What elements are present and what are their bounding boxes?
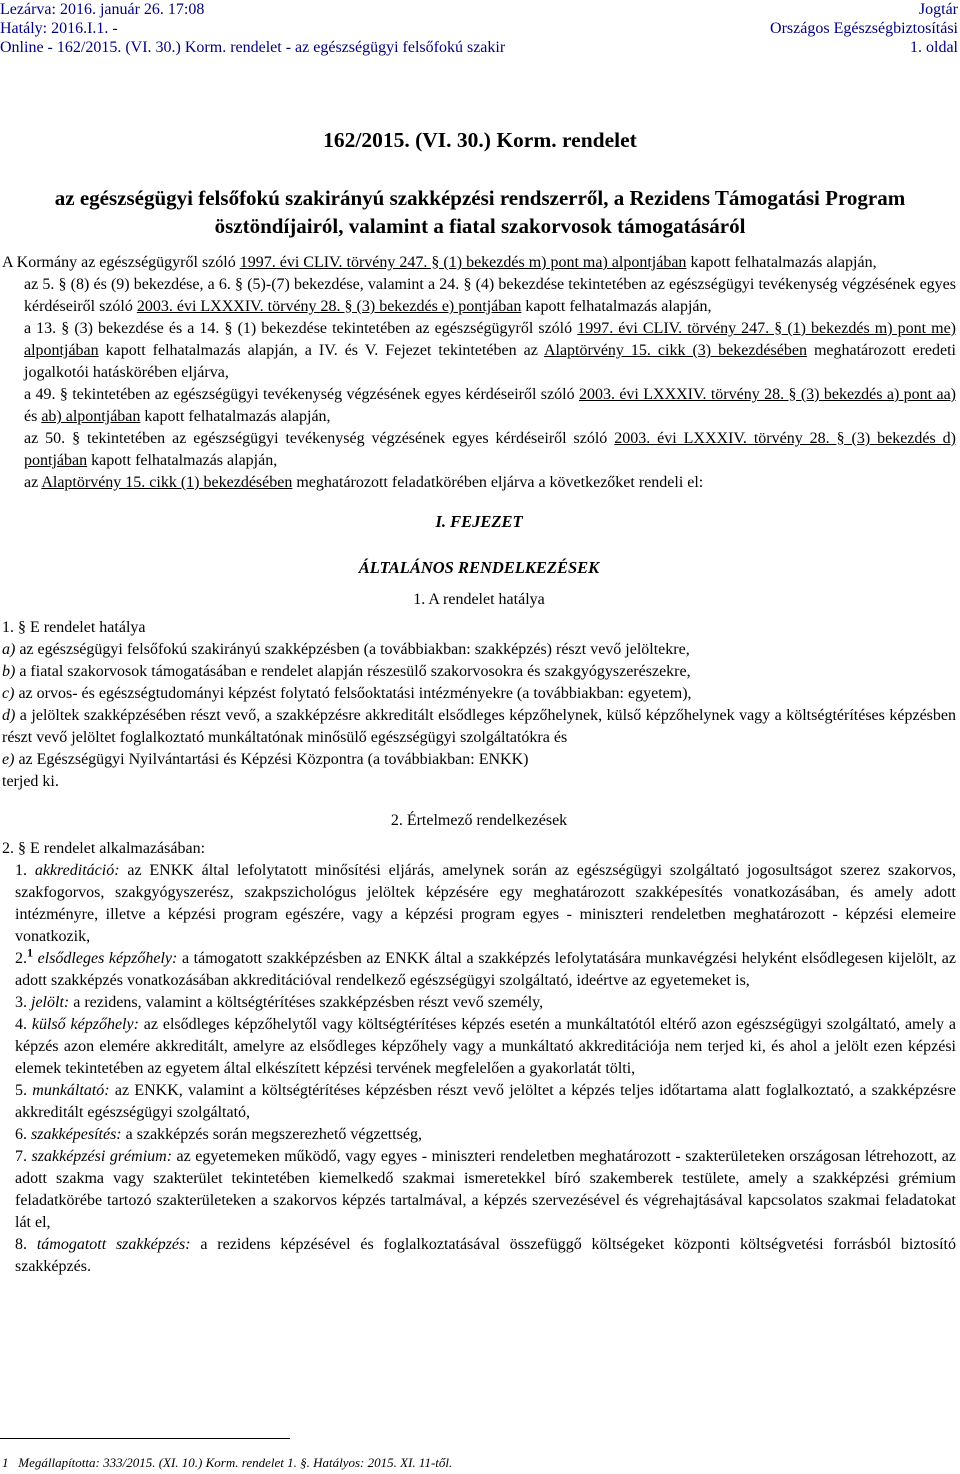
section-intro: 1. § E rendelet hatálya bbox=[2, 619, 146, 636]
definition-item bbox=[2, 945, 957, 992]
scope-item bbox=[2, 683, 956, 705]
text: kapott felhatalmazás alapján, bbox=[521, 298, 712, 315]
def-term: külső képzőhely: bbox=[31, 1016, 139, 1033]
def-number: 7. bbox=[15, 1148, 32, 1165]
def-term: támogatott szakképzés: bbox=[36, 1236, 191, 1253]
scope-item bbox=[2, 661, 956, 683]
law-link[interactable]: ab) alpontjában bbox=[41, 408, 141, 425]
item-label: b) bbox=[2, 663, 16, 680]
text: az 50. § tekintetében az egészségügyi tevékenység végzésének egyes kérdéseiről szóló bbox=[24, 430, 615, 447]
chapter-number: I. FEJEZET bbox=[435, 512, 523, 531]
def-text: az ENKK, valamint a költségtérítéses képzésben részt vevő jelöltet a képzés teljes időtartama alatt foglalkoztató, a szakképzésre akkreditált egészségügyi szolgáltató, bbox=[15, 1082, 956, 1121]
law-link[interactable]: 2003. évi LXXXIV. törvény 28. § (3) bekezdés a) pont aa) bbox=[578, 386, 957, 403]
text: kapott felhatalmazás alapján, a IV. és V. Fejezet tekintetében az bbox=[98, 342, 544, 359]
text: kapott felhatalmazás alapján, bbox=[140, 408, 331, 425]
def-number: 6. bbox=[15, 1126, 31, 1143]
definition-item bbox=[2, 1080, 956, 1124]
law-link[interactable]: Alaptörvény 15. cikk (1) bekezdésében bbox=[41, 474, 293, 491]
law-link[interactable]: 2003. évi LXXXIV. törvény 28. § (3) bekezdés d) pontjában bbox=[24, 430, 957, 469]
text: a 13. § (3) bekezdése és a 14. § (1) bekezdése tekintetében az egészségügyről szóló bbox=[24, 320, 578, 337]
law-link[interactable]: 1997. évi CLIV. törvény 247. § (1) bekezdés m) pont me) alpontjában bbox=[24, 320, 956, 359]
preamble-paragraph bbox=[2, 472, 956, 494]
chapter-title: ÁLTALÁNOS RENDELKEZÉSEK bbox=[358, 558, 600, 577]
text: az 5. § (8) és (9) bekezdése, a 6. § (5)-(7) bekezdése, valamint a 24. § (4) bekezdése tekintetében az egészségügyi tevékenység végzésének egyes kérdéseiről szóló bbox=[24, 276, 956, 315]
definition-item bbox=[2, 1234, 956, 1278]
document-title: 162/2015. (VI. 30.) Korm. rendelet bbox=[323, 128, 637, 152]
item-text: a fiatal szakorvosok támogatásában e rendelet alapján részesülő szakorvosokra és szakgyógyszerészekre, bbox=[15, 663, 691, 680]
header-closed-date: Lezárva: 2016. január 26. 17:08 bbox=[0, 1, 205, 18]
law-link[interactable]: 2003. évi LXXXIV. törvény 28. § (3) bekezdés e) pontjában bbox=[136, 298, 522, 315]
def-number: 8. bbox=[15, 1236, 37, 1253]
preamble-paragraph bbox=[2, 428, 956, 472]
def-number: 2. bbox=[15, 950, 27, 967]
header-right bbox=[770, 0, 958, 57]
text: és bbox=[24, 408, 42, 425]
header-effective: Hatály: 2016.I.1. - bbox=[0, 20, 118, 37]
def-text: a szakképzés során megszerezhető végzettség, bbox=[121, 1126, 422, 1143]
def-number: 3. bbox=[15, 994, 31, 1011]
footnote-number: 1 bbox=[2, 1455, 9, 1470]
def-term: jelölt: bbox=[31, 994, 70, 1011]
def-text: az ENKK által lefolytatott minősítési eljárás, amelynek során az egészségügyi szolgáltató jogosultságot szerez szakorvos, szakfogorvos, szakgyógyszerész, szakpszichológus jelöltek képzésére egy meghatározott szakképesítés vonatkozásában, és amely adott intézményre, illetve a képzési program egészére, vagy a képzési program egyes - miniszteri rendeletben meghatározott - képzési elemeire vonatkozik, bbox=[15, 862, 956, 945]
preamble-paragraph bbox=[2, 318, 956, 384]
definition-item bbox=[2, 860, 956, 948]
scope-item bbox=[2, 749, 956, 771]
preamble-paragraph bbox=[2, 252, 956, 274]
law-link[interactable]: Alaptörvény 15. cikk (3) bekezdésében bbox=[543, 342, 807, 359]
def-text: az elsődleges képzőhelytől vagy költségtérítéses képzés esetén a munkáltatótól eltérő azon egészségügyi szolgáltató, amely a képzés azon elemére akkreditált, amelyre az elsődleges képzőhely vagy a munkáltató akkreditációja nem terjed ki, és ahol a jelölt ezen képzési elemek tekintetében az egyetem által elkészített képzési tervének megfelelően a gyakorlatát tölti, bbox=[15, 1016, 957, 1077]
footnote bbox=[2, 1455, 452, 1471]
item-text: az Egészségügyi Nyilvántartási és Képzési Központra (a továbbiakban: ENKK) bbox=[14, 751, 529, 768]
document-body bbox=[2, 252, 956, 1278]
scope-item bbox=[2, 639, 956, 661]
def-text: a rezidens képzésével és foglalkoztatásával összefüggő költségeket központi költségvetési forrásból biztosító szakképzés. bbox=[15, 1236, 956, 1275]
definition-item bbox=[2, 1014, 956, 1080]
preamble-paragraph bbox=[2, 274, 956, 318]
def-text: a rezidens, valamint a költségtérítéses szakképzésben részt vevő személy, bbox=[69, 994, 544, 1011]
def-term: munkáltató: bbox=[32, 1082, 110, 1099]
definition-item bbox=[2, 1124, 956, 1146]
law-link[interactable]: 1997. évi CLIV. törvény 247. § (1) bekezdés m) pont ma) alpontjában bbox=[239, 254, 687, 271]
section-heading: 1. A rendelet hatálya bbox=[413, 591, 545, 608]
footnote-divider bbox=[0, 1438, 290, 1439]
item-text: a jelöltek szakképzésében részt vevő, a szakképzésre akkreditált elsődleges képzőhelynek, külső képzőhelynek vagy a költségtérítéses képzésben részt vevő jelöltet foglalkoztató munkáltatónak minősülő egészségügyi szolgáltatókra és bbox=[2, 707, 956, 746]
header-doc-ref: Online - 162/2015. (VI. 30.) Korm. rendelet - az egészségügyi felsőfokú szakir bbox=[0, 39, 506, 56]
text: a 49. § tekintetében az egészségügyi tevékenység végzésének egyes kérdéseiről szóló bbox=[24, 386, 579, 403]
item-text: az orvos- és egészségtudományi képzést folytató felsőoktatási intézményekre (a továbbiakban: egyetem), bbox=[14, 685, 692, 702]
def-term: akkreditáció: bbox=[34, 862, 120, 879]
item-label: c) bbox=[2, 685, 15, 702]
def-number: 4. bbox=[15, 1016, 32, 1033]
definition-item bbox=[2, 1146, 956, 1234]
def-term: elsődleges képzőhely: bbox=[37, 950, 178, 967]
text: meghatározott feladatkörében eljárva a következőket rendeli el: bbox=[292, 474, 704, 491]
def-number: 5. bbox=[15, 1082, 33, 1099]
footnote-text: Megállapította: 333/2015. (XI. 10.) Korm. rendelet 1. §. Hatályos: 2015. XI. 11-től. bbox=[18, 1455, 453, 1470]
def-text: a támogatott szakképzésben az ENKK által a szakképzés lefolytatására munkavégzési helyként elsődlegesen kijelölt, az adott szakképzés vonatkozásában akkreditációval rendelkező egészségügyi szolgáltató, ideértve az egyetemeket is, bbox=[15, 950, 957, 989]
def-term: szakképzési grémium: bbox=[31, 1148, 173, 1165]
header-brand: Jogtár bbox=[918, 1, 958, 18]
def-number: 1. bbox=[15, 862, 35, 879]
text: kapott felhatalmazás alapján, bbox=[87, 452, 278, 469]
section-intro: 2. § E rendelet alkalmazásában: bbox=[2, 840, 206, 857]
item-text: az egészségügyi felsőfokú szakirányú szakképzésben (a továbbiakban: szakképzés) részt vevő jelöltekre, bbox=[15, 641, 690, 658]
text: az bbox=[24, 474, 42, 491]
item-label: a) bbox=[2, 641, 16, 658]
scope-item bbox=[2, 705, 956, 749]
item-label: d) bbox=[2, 707, 16, 724]
text: meghatározott eredeti jogalkotói hatáskörében eljárva, bbox=[24, 342, 956, 381]
def-text: az egyetemeken működő, vagy egyes - miniszteri rendeletben meghatározott - szakterületeken országosan létrehozott, az adott szakma vagy szakterület tekintetében kiemelkedő szakmai ismeretekkel bíró szakemberek testülete, amely a szakképzési grémium feladatkörébe tartozó szakterületeken a szakorvos képzés tartalmával, a képzés szervezésével és végrehajtásával kapcsolatos szakmai feladatokat lát el, bbox=[15, 1148, 957, 1231]
header-page-number: 1. oldal bbox=[910, 39, 958, 56]
text: kapott felhatalmazás alapján, bbox=[686, 254, 877, 271]
document-subtitle: az egészségügyi felsőfokú szakirányú szakképzési rendszerről, a Rezidens Támogatási Program ösztöndíjairól, valamint a fiatal szakorvosok támogatásáról bbox=[54, 186, 906, 238]
section-outro: terjed ki. bbox=[2, 773, 59, 790]
section-heading: 2. Értelmező rendelkezések bbox=[390, 812, 568, 829]
header-left bbox=[0, 0, 505, 57]
text: A Kormány az egészségügyről szóló bbox=[2, 254, 240, 271]
footnote-ref[interactable]: 1 bbox=[27, 945, 33, 960]
preamble-paragraph bbox=[2, 384, 956, 428]
def-term: szakképesítés: bbox=[31, 1126, 122, 1143]
header-publisher: Országos Egészségbiztosítási bbox=[770, 20, 958, 37]
item-label: e) bbox=[2, 751, 15, 768]
definition-item bbox=[2, 992, 956, 1014]
